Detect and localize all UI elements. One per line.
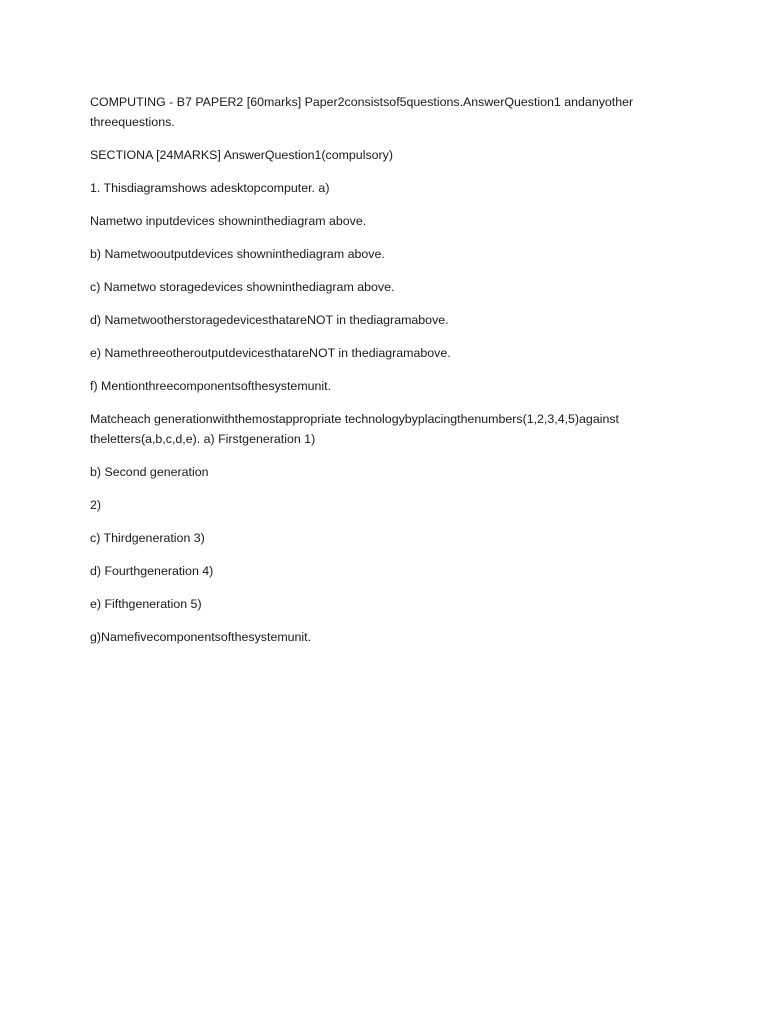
exam-header: COMPUTING - B7 PAPER2 [60marks] Paper2consistsof5questions.AnswerQuestion1 andanyother threequestions. (90, 95, 634, 129)
matching-item-d: d) Fourthgeneration 4) (90, 564, 214, 578)
matching-item-e: e) Fifthgeneration 5) (90, 597, 202, 611)
document-body (90, 92, 660, 660)
question-1d: d) NametwootherstoragedevicesthatareNOT in thediagramabove. (90, 313, 449, 327)
matching-item-b: b) Second generation (90, 465, 209, 479)
question-1c: c) Nametwo storagedevices showninthediagram above. (90, 280, 395, 294)
matching-item-c: c) Thirdgeneration 3) (90, 531, 205, 545)
matching-instructions: Matcheach generationwiththemostappropriate technologybyplacingthenumbers(1,2,3,4,5)against theletters(a,b,c,d,e). a) Firstgeneration 1) (90, 412, 619, 446)
question-1b: b) Nametwooutputdevices showninthediagram above. (90, 247, 385, 261)
question-1a: Nametwo inputdevices showninthediagram above. (90, 214, 367, 228)
matching-number-2: 2) (90, 498, 102, 512)
question-1g: g)Namefivecomponentsofthesystemunit. (90, 630, 312, 644)
question-1-intro: 1. Thisdiagramshows adesktopcomputer. a) (90, 181, 330, 195)
question-1e: e) NamethreeotheroutputdevicesthatareNOT in thediagramabove. (90, 346, 451, 360)
section-a-heading: SECTIONA [24MARKS] AnswerQuestion1(compulsory) (90, 148, 393, 162)
question-1f: f) Mentionthreecomponentsofthesystemunit. (90, 379, 332, 393)
